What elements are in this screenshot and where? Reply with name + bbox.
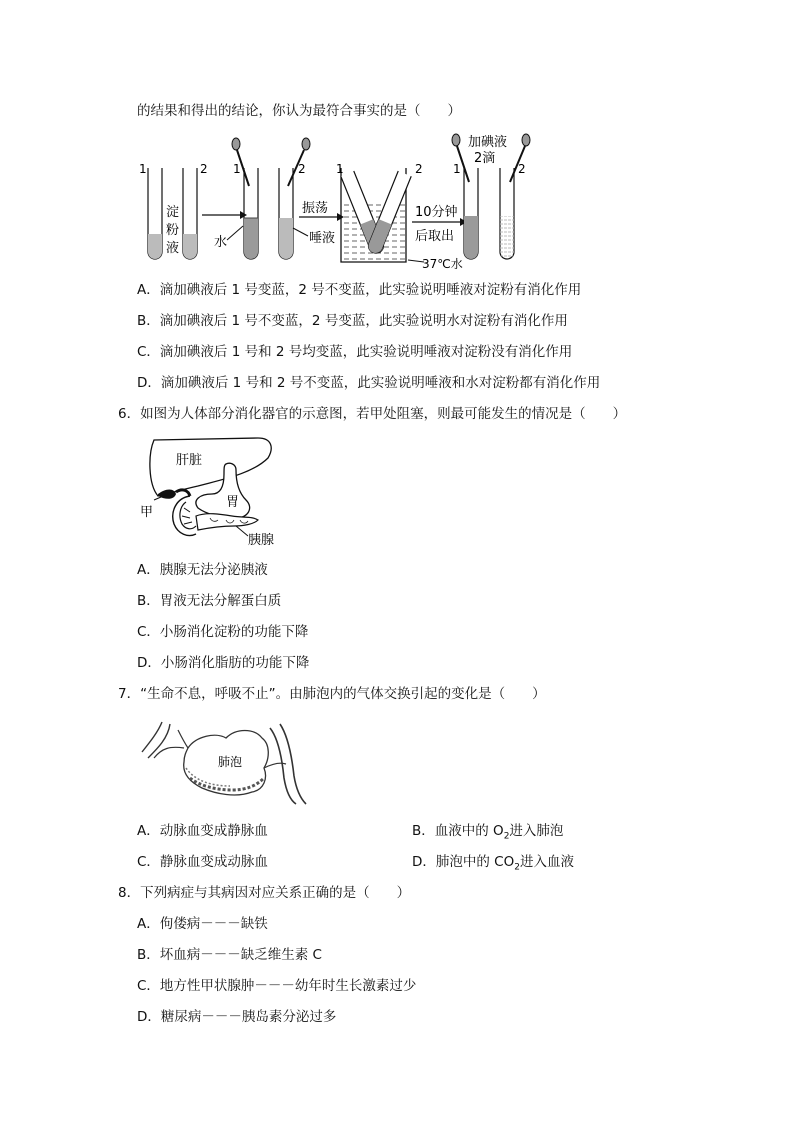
fig-label-saliva: 唾液	[309, 231, 336, 246]
q7-stem: 7．“生命不息，呼吸不止”。由肺泡内的气体交换引起的变化是（ ）	[118, 686, 546, 702]
q7-option-b-sub: 2	[503, 831, 510, 842]
q6-option-c[interactable]: C．小肠消化淀粉的功能下降	[137, 624, 309, 640]
q5-option-a[interactable]: A．滴加碘液后 1 号变蓝，2 号不变蓝，此实验说明唾液对淀粉有消化作用	[137, 282, 582, 298]
q6-option-a[interactable]: A．胰腺无法分泌胰液	[137, 562, 268, 578]
q5-option-d[interactable]: D．滴加碘液后 1 号和 2 号不变蓝，此实验说明唾液和水对淀粉都有消化作用	[137, 375, 601, 391]
q5-option-c[interactable]: C．滴加碘液后 1 号和 2 号均变蓝，此实验说明唾液对淀粉没有消化作用	[137, 344, 573, 360]
q7-option-b-pre: B．血液中的 O	[412, 823, 504, 839]
q8-option-c[interactable]: C．地方性甲状腺肿－－－幼年时生长激素过少	[137, 978, 417, 994]
q7-option-c[interactable]: C．静脉血变成动脉血	[137, 854, 268, 870]
fig-label-stomach: 胃	[226, 495, 240, 510]
q5-option-b[interactable]: B．滴加碘液后 1 号不变蓝，2 号变蓝，此实验说明水对淀粉有消化作用	[137, 313, 568, 329]
q7-alveolus-figure	[140, 718, 310, 806]
q8-option-b[interactable]: B．坏血病－－－缺乏维生素 C	[137, 947, 322, 963]
q5-stem-tail: 的结果和得出的结论，你认为最符合事实的是（ ）	[137, 103, 461, 119]
fig-label-starch-3: 液	[166, 241, 180, 256]
fig-label-tube1b: 1	[233, 162, 241, 176]
q7-option-d[interactable]	[412, 853, 574, 877]
q6-option-b[interactable]: B．胃液无法分解蛋白质	[137, 593, 282, 609]
fig-label-liver: 肝脏	[176, 453, 203, 468]
fig-label-shake: 振荡	[302, 201, 329, 216]
fig-label-iodine: 加碘液	[468, 135, 508, 150]
q7-option-b[interactable]	[412, 822, 563, 846]
q6-option-d[interactable]: D．小肠消化脂肪的功能下降	[137, 655, 310, 671]
fig-label-takeout: 后取出	[415, 229, 455, 244]
fig-label-tube2d: 2	[518, 162, 526, 176]
fig-label-water: 水	[214, 235, 228, 250]
fig-label-tube1: 1	[139, 162, 147, 176]
fig-label-tube2: 2	[200, 162, 208, 176]
fig-label-drops: 2滴	[474, 151, 496, 166]
fig-label-bath: 37℃水	[422, 257, 463, 270]
fig-label-tube1d: 1	[453, 162, 461, 176]
fig-label-jia: 甲	[140, 505, 154, 520]
q7-option-b-post: 进入肺泡	[509, 823, 564, 839]
q8-option-d[interactable]: D．糖尿病－－－胰岛素分泌过多	[137, 1009, 337, 1025]
fig-label-time: 10分钟	[415, 205, 458, 220]
q6-stem: 6．如图为人体部分消化器官的示意图，若甲处阻塞，则最可能发生的情况是（ ）	[118, 406, 627, 422]
q7-option-d-post: 进入血液	[519, 854, 574, 870]
q8-stem: 8．下列病症与其病因对应关系正确的是（ ）	[118, 885, 411, 901]
q6-digestive-figure	[140, 434, 300, 552]
fig-label-pancreas: 胰腺	[248, 533, 275, 548]
q7-option-a[interactable]: A．动脉血变成静脉血	[137, 823, 268, 839]
q8-option-a[interactable]: A．佝偻病－－－缺铁	[137, 916, 268, 932]
fig-label-tube1c: 1	[336, 162, 344, 176]
q7-option-d-pre: D．肺泡中的 CO	[412, 854, 515, 870]
q7-option-d-sub: 2	[514, 862, 520, 873]
fig-label-alveolus: 肺泡	[218, 755, 243, 769]
fig-label-tube2b: 2	[298, 162, 306, 176]
fig-label-starch-1: 淀	[166, 205, 180, 220]
fig-label-tube2c: 2	[415, 162, 423, 176]
q5-experiment-figure	[136, 130, 546, 270]
fig-label-starch-2: 粉	[166, 223, 180, 238]
